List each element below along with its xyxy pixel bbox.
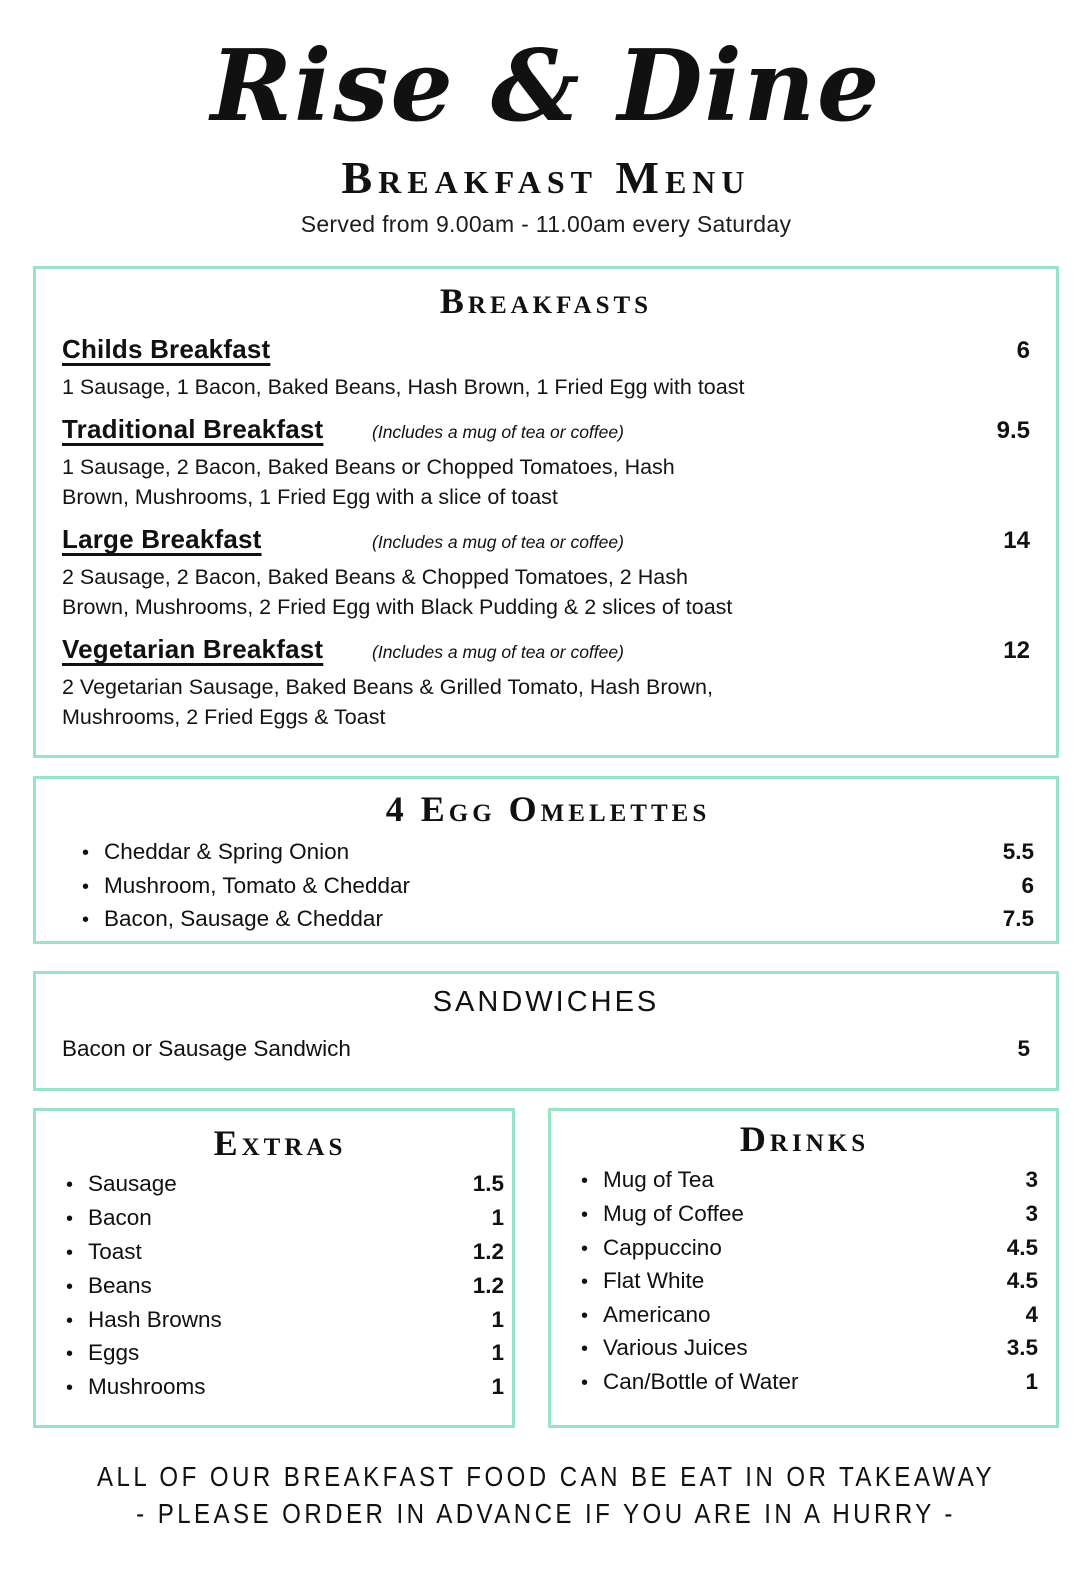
- bullet-icon: •: [66, 1241, 74, 1264]
- item-price: 1.2: [472, 1272, 504, 1298]
- list-item: [82, 836, 1034, 870]
- item-price: 1: [491, 1374, 504, 1400]
- list-item: [66, 1236, 504, 1270]
- extras-drinks-row: [33, 1108, 1059, 1428]
- item-price: 12: [1003, 637, 1030, 665]
- item-note: (Includes a mug of tea or coffee): [372, 642, 624, 663]
- bullet-icon: •: [581, 1203, 589, 1226]
- item-label: Mug of Tea: [603, 1167, 714, 1193]
- bullet-icon: •: [66, 1174, 74, 1197]
- list-item: [66, 1337, 504, 1371]
- extras-section-title: Extras: [213, 1122, 347, 1163]
- sandwiches-section: [33, 971, 1059, 1091]
- omelettes-section: [33, 776, 1059, 944]
- item-price: 4.5: [1006, 1234, 1038, 1260]
- bullet-icon: •: [581, 1304, 589, 1327]
- list-item: [66, 1202, 504, 1236]
- list-item: [66, 1270, 504, 1304]
- item-description: [62, 562, 1030, 622]
- item-price: 4.5: [1006, 1268, 1038, 1294]
- list-item: [581, 1232, 1038, 1266]
- menu-item-large-breakfast: [62, 524, 1030, 622]
- item-name: Vegetarian Breakfast: [62, 634, 324, 665]
- item-description: [62, 452, 1030, 512]
- item-price: 1: [491, 1306, 504, 1332]
- item-heading: [62, 334, 1030, 365]
- bullet-icon: •: [82, 875, 90, 898]
- item-label: Various Juices: [603, 1335, 748, 1361]
- item-price: 1: [491, 1205, 504, 1231]
- item-name: Traditional Breakfast: [62, 414, 324, 445]
- item-price: 5: [1017, 1035, 1030, 1061]
- footer-note-line1: ALL OF OUR BREAKFAST FOOD CAN BE EAT IN OR TAKEAWAY: [96, 1460, 996, 1492]
- menu-footer: [0, 1458, 1092, 1532]
- item-label: Mushrooms: [88, 1374, 206, 1400]
- bullet-icon: •: [66, 1208, 74, 1231]
- item-label: Mug of Coffee: [603, 1200, 744, 1226]
- item-label: Flat White: [603, 1268, 705, 1294]
- description-line: 2 Sausage, 2 Bacon, Baked Beans & Chopped Tomatoes, 2 Hash: [62, 565, 688, 590]
- item-price: 4: [1025, 1301, 1038, 1327]
- list-item: [581, 1265, 1038, 1299]
- item-note: (Includes a mug of tea or coffee): [372, 532, 624, 553]
- list-item: [62, 1036, 1030, 1062]
- bullet-icon: •: [581, 1338, 589, 1361]
- bullet-icon: •: [82, 842, 90, 865]
- list-item: [581, 1332, 1038, 1366]
- item-price: 1.5: [472, 1171, 504, 1197]
- description-line: Brown, Mushrooms, 2 Fried Egg with Black Pudding & 2 slices of toast: [62, 595, 733, 620]
- item-label: Mushroom, Tomato & Cheddar: [104, 872, 410, 898]
- item-description: [62, 372, 1030, 402]
- item-price: 5.5: [1002, 839, 1034, 865]
- item-heading: [62, 524, 1030, 555]
- item-label: Cheddar & Spring Onion: [104, 839, 350, 865]
- description-line: 2 Vegetarian Sausage, Baked Beans & Grilled Tomato, Hash Brown,: [62, 675, 713, 700]
- bullet-icon: •: [581, 1170, 589, 1193]
- item-label: Hash Browns: [88, 1306, 222, 1332]
- sandwiches-section-title: SANDWICHES: [432, 985, 660, 1018]
- footer-note-line2: - PLEASE ORDER IN ADVANCE IF YOU ARE IN A HURRY -: [136, 1497, 956, 1529]
- omelettes-list: [62, 836, 1034, 937]
- omelettes-section-title: 4 Egg Omelettes: [385, 788, 711, 829]
- serving-hours: Served from 9.00am - 11.00am every Saturday: [300, 210, 792, 237]
- item-label: Toast: [88, 1238, 142, 1264]
- list-item: [82, 903, 1034, 937]
- bullet-icon: •: [581, 1371, 589, 1394]
- restaurant-name: Rise & Dine: [210, 29, 882, 144]
- bullet-icon: •: [581, 1271, 589, 1294]
- menu-title: Breakfast Menu: [341, 152, 751, 204]
- list-item: [581, 1164, 1038, 1198]
- breakfasts-section: [33, 266, 1059, 758]
- item-label: Beans: [88, 1272, 152, 1298]
- drinks-list: [571, 1164, 1038, 1399]
- item-label: Cappuccino: [603, 1234, 722, 1260]
- item-price: 14: [1003, 527, 1030, 555]
- bullet-icon: •: [66, 1377, 74, 1400]
- item-label: Bacon or Sausage Sandwich: [62, 1035, 351, 1061]
- item-label: Eggs: [88, 1340, 140, 1366]
- bullet-icon: •: [66, 1343, 74, 1366]
- description-line: Brown, Mushrooms, 1 Fried Egg with a slice of toast: [62, 485, 558, 510]
- description-line: Mushrooms, 2 Fried Eggs & Toast: [62, 705, 386, 730]
- item-label: Sausage: [88, 1171, 177, 1197]
- list-item: [581, 1198, 1038, 1232]
- list-item: [581, 1366, 1038, 1400]
- menu-item-traditional-breakfast: [62, 414, 1030, 512]
- item-price: 1: [491, 1340, 504, 1366]
- item-price: 7.5: [1002, 906, 1034, 932]
- item-price: 1: [1025, 1368, 1038, 1394]
- bullet-icon: •: [66, 1275, 74, 1298]
- drinks-section: [548, 1108, 1059, 1428]
- menu-header: [0, 0, 1092, 238]
- item-price: 3: [1025, 1167, 1038, 1193]
- list-item: [581, 1299, 1038, 1333]
- item-note: (Includes a mug of tea or coffee): [372, 422, 624, 443]
- item-price: 9.5: [996, 417, 1030, 445]
- item-price: 1.2: [472, 1238, 504, 1264]
- item-label: Can/Bottle of Water: [603, 1368, 799, 1394]
- item-description: [62, 672, 1030, 732]
- extras-section: [33, 1108, 515, 1428]
- bullet-icon: •: [581, 1237, 589, 1260]
- bullet-icon: •: [82, 909, 90, 932]
- list-item: [66, 1168, 504, 1202]
- item-price: 6: [1021, 872, 1034, 898]
- item-heading: [62, 634, 1030, 665]
- list-item: [66, 1371, 504, 1405]
- item-heading: [62, 414, 1030, 445]
- item-label: Bacon, Sausage & Cheddar: [104, 906, 383, 932]
- item-label: Americano: [603, 1301, 711, 1327]
- item-name: Childs Breakfast: [62, 334, 271, 365]
- drinks-section-title: Drinks: [739, 1118, 870, 1159]
- breakfasts-section-title: Breakfasts: [439, 280, 653, 321]
- extras-list: [56, 1168, 504, 1405]
- description-line: 1 Sausage, 2 Bacon, Baked Beans or Chopped Tomatoes, Hash: [62, 455, 675, 480]
- item-name: Large Breakfast: [62, 524, 262, 555]
- bullet-icon: •: [66, 1309, 74, 1332]
- menu-item-vegetarian-breakfast: [62, 634, 1030, 732]
- menu-item-childs-breakfast: [62, 334, 1030, 402]
- description-line: 1 Sausage, 1 Bacon, Baked Beans, Hash Brown, 1 Fried Egg with toast: [62, 375, 745, 400]
- item-price: 3: [1025, 1200, 1038, 1226]
- item-label: Bacon: [88, 1205, 152, 1231]
- list-item: [82, 870, 1034, 904]
- item-price: 3.5: [1006, 1335, 1038, 1361]
- list-item: [66, 1304, 504, 1338]
- item-price: 6: [1016, 337, 1030, 365]
